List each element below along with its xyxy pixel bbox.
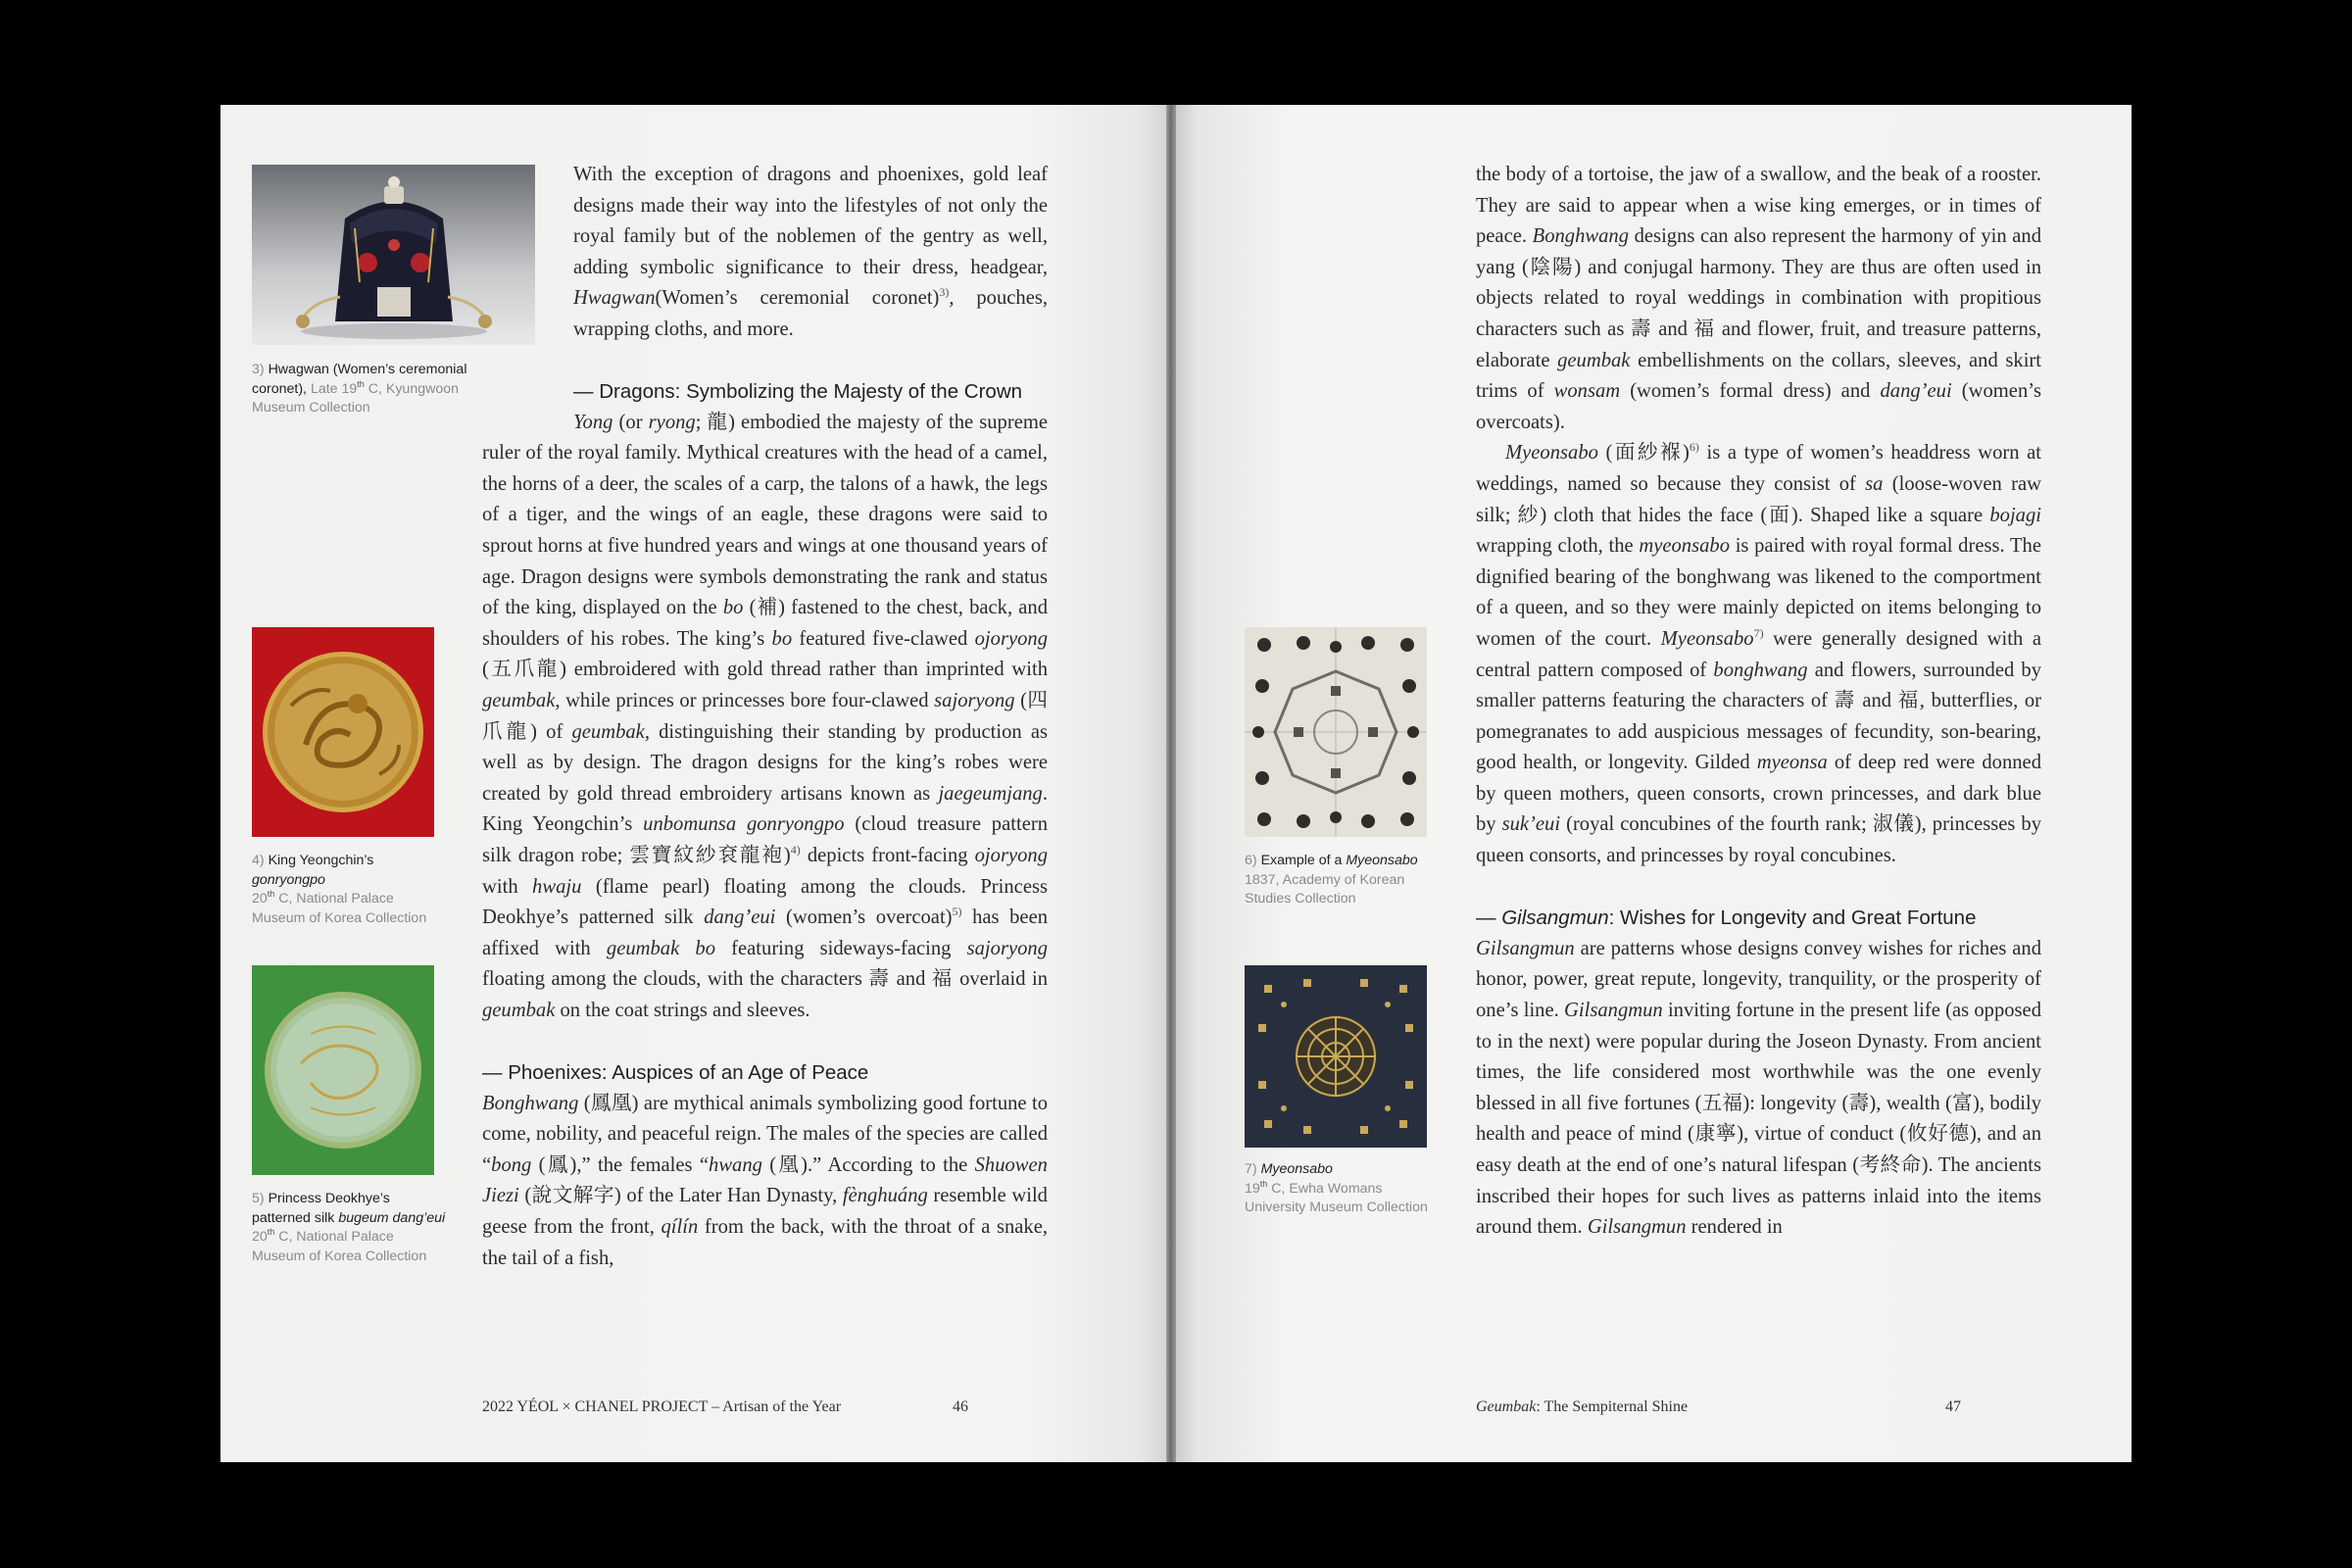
intro-text: With the exception of dragons and phoenixes, gold leaf designs made their way into the lifestyles of not only the royal family but of the noblemen of the gentry as well, adding symbolic significance to their dress, headgear, Hwagwan(Women’s ceremonial coronet)$^{3)}$, pouches, wrapping cloths, and more. bbox=[573, 164, 1049, 340]
myeonsabo-photo bbox=[1245, 965, 1427, 1148]
caption-myeonsabo: 7) Myeonsabo 19th C, Ewha Womans University Museum Collection bbox=[1245, 1161, 1428, 1215]
myeonsabo-paragraph: Myeonsabo (面紗褓)$^{6)}$ is a type of women’s headdress worn at weddings, named so because they consist of sa (loose-woven raw silk; 紗) cloth that hides the face (面). Shaped like a square bojagi wrapping cloth, the myeonsabo is paired with royal formal dress. The dignified bearing of the bonghwang was likened to the comportment of a queen, and so they were mainly depicted on items belonging to women of the court. Myeonsabo$^{7)}$ were generally designed with a central pattern composed of bonghwang and flowers, surrounded by smaller patterns featuring the characters of 壽 and 福, butterflies, or pomegranates to add auspicious messages of fecundity, son-bearing, good health, or longevity. Gilded myeonsa of deep red were donned by queen mothers, queen consorts, crown princesses, and dark blue by suk’eui (royal concubines of the fourth rank; 淑儀), princesses by queen consorts, and princesses by royal concubines. bbox=[1476, 440, 2042, 867]
dragons-heading: — Dragons: Symbolizing the Majesty of the Crown bbox=[573, 380, 1023, 403]
caption-hwagwan: 3) Hwagwan (Women’s ceremonial coronet), Late 19th C, Kyungwoon Museum Collection bbox=[252, 362, 467, 416]
gilsangmun-heading: — Gilsangmun: Wishes for Longevity and Great Fortune bbox=[1476, 906, 1977, 930]
right-main-column bbox=[1476, 160, 2041, 1244]
right-footer-title: Geumbak: The Sempiternal Shine bbox=[1476, 1398, 1689, 1415]
dangeui-photo bbox=[252, 965, 434, 1175]
dragon-robe-photo bbox=[252, 627, 434, 837]
bonghwang-continued-paragraph: the body of a tortoise, the jaw of a swallow, and the beak of a rooster. They are said to appear when a wise king emerges, or in times of peace. Bonghwang designs can also represent the harmony of yin and yang (陰陽) and conjugal harmony. They are thus are often used in objects related to royal weddings in combination with propitious characters such as 壽 and 福 and flower, fruit, and treasure patterns, elaborate geumbak embellishments on the collars, sleeves, and skirt trims of wonsam (women’s formal dress) and dang’eui (women’s overcoats). bbox=[1476, 164, 2042, 433]
left-intro-paragraph bbox=[573, 160, 1048, 346]
caption-myeonsabo-example: 6) Example of a Myeonsabo 1837, Academy of Korean Studies Collection bbox=[1245, 853, 1418, 906]
myeonsabo-example-photo bbox=[1245, 627, 1427, 837]
book-gutter bbox=[1166, 105, 1176, 1462]
phoenix-heading: — Phoenixes: Auspices of an Age of Peace bbox=[482, 1061, 869, 1085]
dragons-paragraph: Yong (or ryong; 龍) embodied the majesty of the supreme ruler of the royal family. Mythical creatures with the head of a camel, the horns of a deer, the scales of a carp, the talons of a hawk, the legs of a tiger, and the wings of an eagle, these dragons were said to sprout horns at five hundred years and wings at one thousand years of age. Dragon designs were symbols demonstrating the rank and status of the king, displayed on the bo (補) fastened to the chest, back, and shoulders of his robes. The king’s bo featured five-clawed ojoryong (五爪龍) embroidered with gold thread rather than imprinted with geumbak, while princes or princesses bore four-clawed sajoryong (四爪龍) of geumbak, distinguishing their standing by production as well as by design. The dragon designs for the king’s robes were created by gold thread embroidery artisans known as jaegeumjang. King Yeongchin’s unbomunsa gonryongpo (cloud treasure pattern silk dragon robe; 雲寶紋紗袞龍袍)$^{4)}$ depicts front-facing ojoryong with hwaju (flame pearl) floating among the clouds. Princess Deokhye’s patterned silk dang’eui (women’s overcoat)$^{5)}$ has been affixed with geumbak bo featuring sideways-facing sajoryong floating among the clouds, with the characters 壽 and 福 overlaid in geumbak on the coat strings and sleeves. bbox=[482, 411, 1049, 1021]
left-main-column bbox=[482, 376, 1048, 1274]
right-page-number: 47 bbox=[1945, 1398, 1961, 1415]
gilsangmun-paragraph: Gilsangmun are patterns whose designs convey wishes for riches and honor, power, great repute, longevity, tranquility, or the prosperity of one’s line. Gilsangmun inviting fortune in the present life (as opposed to in the next) were popular during the Joseon Dynasty. From ancient times, the life considered most worthwhile was the one evenly blessed in all five fortunes (五福): longevity (壽), wealth (富), bodily health and peace of mind (康寧), virtue of conduct (攸好德), and an easy death at the end of one’s natural lifespan (考終命). The ancients inscribed their hopes for such lives as patterns inlaid into the items around them. Gilsangmun rendered in bbox=[1476, 937, 2041, 1239]
left-footer-title: 2022 YÉOL × CHANEL PROJECT – Artisan of the Year bbox=[482, 1398, 842, 1415]
hwagwan-photo bbox=[252, 165, 535, 345]
left-page-number: 46 bbox=[953, 1398, 968, 1415]
phoenix-paragraph: Bonghwang (鳳凰) are mythical animals symbolizing good fortune to come, nobility, and peaceful reign. The males of the species are called “bong (鳳),” the females “hwang (凰).” According to the Shuowen Jiezi (說文解字) of the Later Han Dynasty, fènghuáng resemble wild geese from the front, qílín from the back, with the throat of a snake, the tail of a fish, bbox=[482, 1092, 1048, 1269]
caption-dangeui: 5) Princess Deokhye’s patterned silk bugeum dang’eui 20th C, National Palace Museum of Korea Collection bbox=[252, 1191, 446, 1264]
caption-gonryongpo: 4) King Yeongchin’s gonryongpo 20th C, National Palace Museum of Korea Collection bbox=[252, 853, 427, 926]
